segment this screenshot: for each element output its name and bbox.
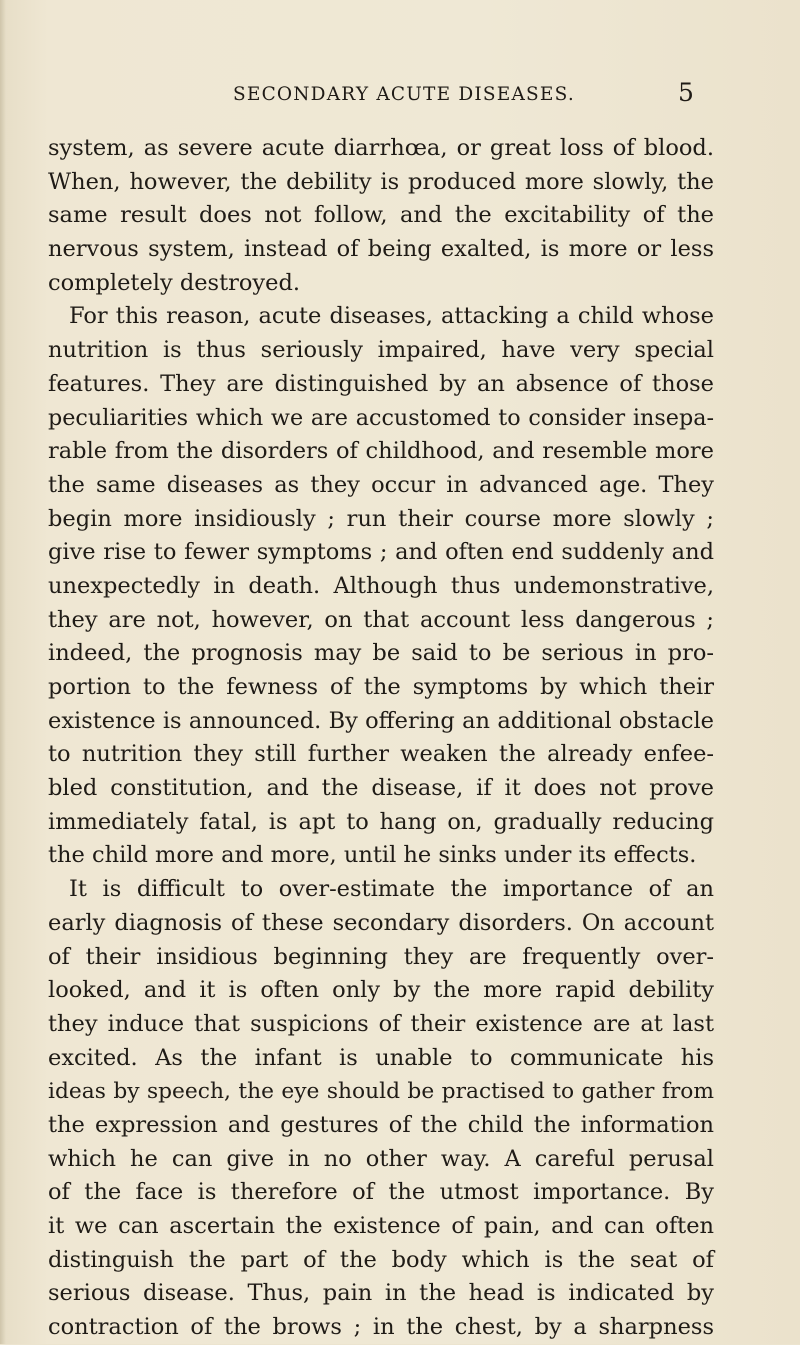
text-line: of their insidious beginning they are frequently over- <box>48 943 714 970</box>
text-line: portion to the fewness of the symptoms by which their <box>48 674 714 700</box>
text-line: unexpectedly in death. Although thus undemonstrative, <box>48 572 714 599</box>
text-line: which he can give in no other way. A careful perusal <box>48 1145 714 1172</box>
text-line: When, however, the debility is produced more slowly, the <box>48 168 714 195</box>
page-header <box>0 78 800 108</box>
text-line: they induce that suspicions of their existence are at last <box>48 1010 714 1037</box>
text-line: the expression and gestures of the child the information <box>48 1111 714 1138</box>
running-head: SECONDARY ACUTE DISEASES. <box>233 84 575 105</box>
text-line: system, as severe acute diarrhœa, or great loss of blood. <box>48 135 714 161</box>
text-line: indeed, the prognosis may be said to be serious in pro- <box>48 640 714 667</box>
text-line: bled constitution, and the disease, if it does not prove <box>48 775 714 802</box>
text-line: It is difficult to over-estimate the importance of an <box>69 876 714 903</box>
text-line: completely destroyed. <box>48 269 301 296</box>
text-line: begin more insidiously ; run their course more slowly ; <box>48 505 714 532</box>
text-line: serious disease. Thus, pain in the head is indicated by <box>48 1280 714 1307</box>
text-line: give rise to fewer symptoms ; and often end suddenly and <box>48 539 714 566</box>
page-number: 5 <box>678 78 694 107</box>
text-line: of the face is therefore of the utmost importance. By <box>48 1179 714 1206</box>
text-line: early diagnosis of these secondary disorders. On account <box>48 909 714 936</box>
page-edge-shadow <box>0 0 6 1344</box>
text-line: existence is announced. By offering an additional obstacle <box>48 707 714 734</box>
text-line: rable from the disorders of childhood, and resemble more <box>48 438 714 465</box>
text-line: the same diseases as they occur in advanced age. They <box>48 471 714 498</box>
text-line: distinguish the part of the body which is the seat of <box>48 1246 714 1273</box>
text-line: contraction of the brows ; in the chest, by a sharpness <box>48 1314 714 1341</box>
text-line: immediately fatal, is apt to hang on, gradually reducing <box>48 808 714 835</box>
text-line: For this reason, acute diseases, attacking a child whose <box>69 303 714 330</box>
text-line: nutrition is thus seriously impaired, have very special <box>48 337 714 364</box>
text-line: nervous system, instead of being exalted, is more or less <box>48 236 714 263</box>
text-line: to nutrition they still further weaken the already enfee- <box>48 741 714 768</box>
text-line: they are not, however, on that account less dangerous ; <box>48 606 714 633</box>
text-line: same result does not follow, and the excitability of the <box>48 202 714 229</box>
text-line: the child more and more, until he sinks under its effects. <box>48 842 697 869</box>
text-line: looked, and it is often only by the more rapid debility <box>48 977 714 1004</box>
text-line: excited. As the infant is unable to communicate his <box>48 1044 714 1071</box>
text-line: ideas by speech, the eye should be practised to gather from <box>48 1079 714 1105</box>
body-text <box>48 132 714 1345</box>
text-line: features. They are distinguished by an absence of those <box>48 370 714 397</box>
text-line: it we can ascertain the existence of pain, and can often <box>48 1213 714 1239</box>
text-line: peculiarities which we are accustomed to consider insepa- <box>48 404 714 431</box>
